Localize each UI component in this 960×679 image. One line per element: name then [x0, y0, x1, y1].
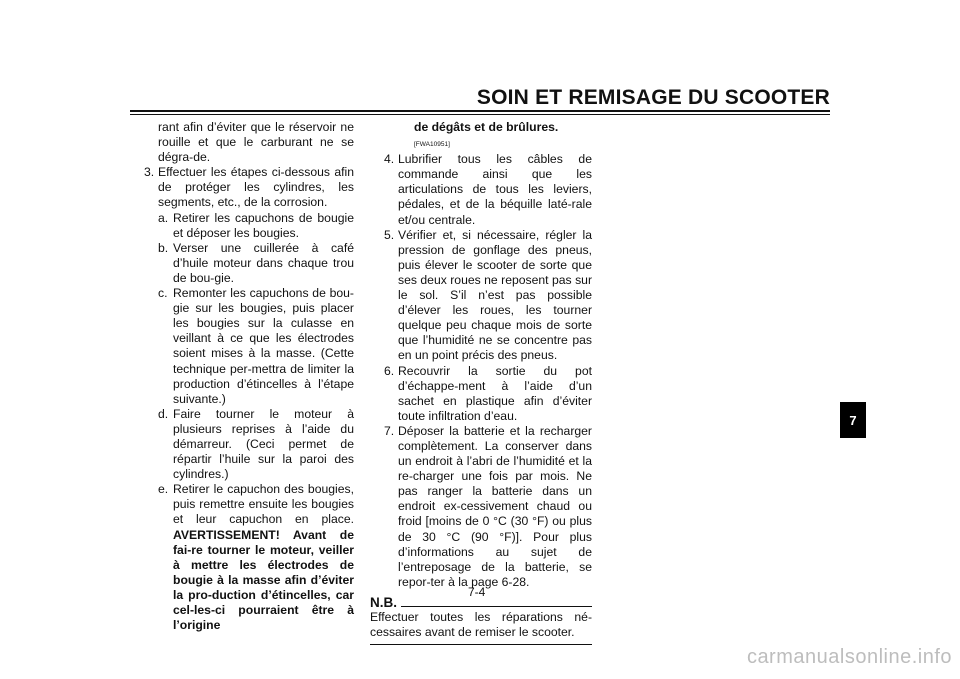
warning-continuation-text: de dégâts et de brûlures.: [414, 120, 559, 134]
sub-item-label: e.: [158, 482, 169, 497]
sub-item-label: c.: [158, 286, 168, 301]
step-text: Recouvrir la sortie du pot d’échappe-ment à l’aide d’un sachet en plastique afin d’éviter toute infiltration d’eau.: [398, 363, 592, 423]
warning-code: [FWA10951]: [414, 141, 450, 149]
note-label: N.B.: [370, 594, 397, 610]
step-number: 5.: [384, 227, 395, 242]
sub-item-text: Remonter les capuchons de bou-gie sur les bougies, puis placer les bougies sur la culasse en veillant à ce que les électrodes soient mises à la masse. (Cette technique per-mettra de limiter la production d’étincelles à l’étape suivante.): [173, 286, 354, 406]
left-column: [144, 120, 354, 633]
intro-continuation: rant afin d’éviter que le réservoir ne rouille et que le carburant ne se dégra-de.: [158, 120, 354, 165]
sub-item-text: Verser une cuillerée à café d’huile moteur dans chaque trou de bou-gie.: [173, 240, 354, 285]
sub-item-c: [144, 286, 354, 407]
note-rule: [401, 606, 592, 607]
step-number: 7.: [384, 423, 395, 438]
step-7: [370, 424, 592, 590]
right-column: [370, 120, 592, 645]
page-title: SOIN ET REMISAGE DU SCOOTER: [476, 86, 830, 109]
chapter-tab: 7: [840, 402, 866, 438]
watermark: carmanualsonline.info: [746, 646, 952, 668]
step-number: 3.: [144, 165, 155, 180]
sub-item-e: [144, 482, 354, 633]
sub-item-label: a.: [158, 210, 169, 225]
sub-item-text: Retirer les capuchons de bougie et déposer les bougies.: [173, 210, 354, 240]
step-4: [370, 152, 592, 227]
step-3: [144, 165, 354, 210]
warning-continuation: [370, 120, 592, 152]
step-6: [370, 364, 592, 424]
step-number: 6.: [384, 363, 395, 378]
sub-item-b: [144, 241, 354, 286]
step-5: [370, 228, 592, 364]
note-bottom-rule: [370, 644, 592, 645]
sub-item-text: Faire tourner le moteur à plusieurs reprises à l’aide du démarreur. (Ceci permet de répartir l’huile sur la paroi des cylindres.): [173, 406, 354, 482]
header-rule-thin: [130, 114, 830, 115]
sub-item-label: b.: [158, 240, 169, 255]
step-text: Déposer la batterie et la recharger complètement. La conserver dans un endroit à l’abri de l’humidité et la re-charger une fois par mois. Ne pas ranger la batterie dans un endroit ex-cessivement chaud ou froid [moins de 0 °C (30 °F) ou plus de 30 °C (90 °F)]. Pour plus d’informations au sujet de l’entreposage de la batterie, se repor-ter à la page 6-28.: [398, 423, 592, 589]
page-number: 7-4: [468, 585, 486, 599]
sub-item-d: [144, 407, 354, 482]
warning-text: AVERTISSEMENT! Avant de fai-re tourner le moteur, veiller à mettre les électrodes de bougie à la masse afin d’éviter la pro-duction d’étincelles, car cel-les-ci pourraient être à l’origine: [173, 527, 354, 633]
sub-item-a: [144, 211, 354, 241]
step-number: 4.: [384, 152, 395, 167]
note-text: Effectuer toutes les réparations né-cessaires avant de remiser le scooter.: [370, 610, 592, 640]
sub-item-text: Retirer le capuchon des bougies, puis remettre ensuite les bougies et leur capuchon en place.: [173, 482, 354, 527]
header-rule: [130, 110, 830, 112]
step-text: Effectuer les étapes ci-dessous afin de protéger les cylindres, les segments, etc., de la corrosion.: [158, 165, 354, 210]
step-text: Vérifier et, si nécessaire, régler la pression de gonflage des pneus, puis élever le scooter de sorte que ses deux roues ne reposent pas sur le sol. S’il n’est pas possible d’élever les roues, les tourner quelque peu chaque mois de sorte que l’humidité ne se concentre pas en un point précis des pneus.: [398, 227, 592, 363]
step-text: Lubrifier tous les câbles de commande ainsi que les articulations de tous les leviers, pédales, et de la béquille laté-rale et/ou centrale.: [398, 152, 592, 227]
sub-item-label: d.: [158, 406, 169, 421]
